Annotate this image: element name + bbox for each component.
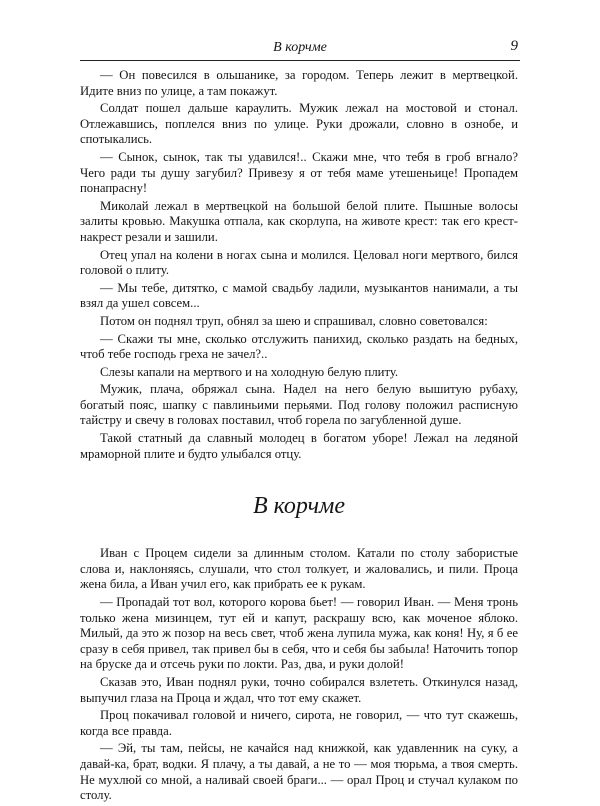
running-title: В корчме bbox=[273, 40, 327, 55]
paragraph: Проц покачивал головой и ничего, сирота, не говорил, — что тут скажешь, когда все правда. bbox=[80, 708, 518, 738]
paragraph: — Сынок, сынок, так ты удавился!.. Скажи мне, что тебя в гроб вгнало? Чего ради ты душу загубил? Привезу я от тебя маме утешеньице! Пропадем понапрасну! bbox=[80, 149, 518, 196]
paragraph: — Пропадай тот вол, которого корова бьет! — говорил Иван. — Меня тронь только жена мизинцем, тут ей и капут, раскрашу всю, как моченое яблоко. Милый, да это ж позор на весь свет, чтоб жена лупила мужа, как коня! Ну, я б ее сразу в себя привел, так привел бы в себя, что и себя бы забыла! Наточить топор на бруске да и отсечь руки по локти. Раз, два, и руки долой! bbox=[80, 595, 518, 672]
running-header bbox=[80, 38, 520, 61]
paragraph: Солдат пошел дальше караулить. Мужик лежал на мостовой и стонал. Отлежавшись, поплелся вниз по улице. Руки дрожали, словно в ознобе, и спотыкались. bbox=[80, 101, 518, 147]
paragraph: Сказав это, Иван поднял руки, точно собирался взлететь. Откинулся назад, выпучил глаза на Проца и ждал, что тот ему скажет. bbox=[80, 675, 518, 705]
page-number: 9 bbox=[510, 38, 518, 54]
paragraph: Мужик, плача, обряжал сына. Надел на него белую вышитую рубаху, богатый пояс, шапку с павлиньими перьями. Под голову положил расписную тайстру и свечу в головах поставил, чтоб горела по загубленной душе. bbox=[80, 382, 518, 428]
paragraph: Иван с Процем сидели за длинным столом. Катали по столу забористые слова и, наклоняясь, слушали, что стол толкует, и жаловались, и пили. Проца жена била, а Иван учил его, как прибрать ее к рукам. bbox=[80, 546, 518, 592]
paragraph: Миколай лежал в мертвецкой на большой белой плите. Пышные волосы залиты кровью. Макушка отпала, как скорлупа, на животе крест: так его крест-накрест резали и зашили. bbox=[80, 198, 518, 244]
paragraph: Потом он поднял труп, обнял за шею и спрашивал, словно советовался: bbox=[100, 313, 488, 328]
paragraph: Отец упал на колени в ногах сына и молился. Целовал ноги мертвого, бился головой о плиту. bbox=[80, 247, 518, 278]
story-ending bbox=[80, 68, 518, 806]
paragraph: — Мы тебе, дитятко, с мамой свадьбу ладили, музыкантов нанимали, а ты взял да ушел совсем... bbox=[80, 280, 518, 311]
paragraph: — Эй, ты там, пейсы, не качайся над книжкой, как удавленник на суку, а давай-ка, брат, водки. Я плачу, а ты давай, а не то — моя тюрьма, а твоя смерть. Не мухлюй со мной, а наливай своей браги... — орал Проц и стучал кулаком по столу. bbox=[80, 741, 518, 803]
paragraph: Такой статный да славный молодец в богатом уборе! Лежал на ледяной мраморной плите и будто улыбался отцу. bbox=[80, 431, 518, 461]
paragraph: — Скажи ты мне, сколько отслужить панихид, сколько раздать на бедных, чтоб тебе господь греха не зачел?.. bbox=[80, 331, 518, 362]
paragraph: Слезы капали на мертвого и на холодную белую плиту. bbox=[100, 364, 399, 379]
section-title: В корчме bbox=[252, 493, 346, 520]
paragraph: — Он повесился в ольшанике, за городом. Теперь лежит в мертвецкой. Идите вниз по улице, а там покажут. bbox=[80, 68, 518, 98]
